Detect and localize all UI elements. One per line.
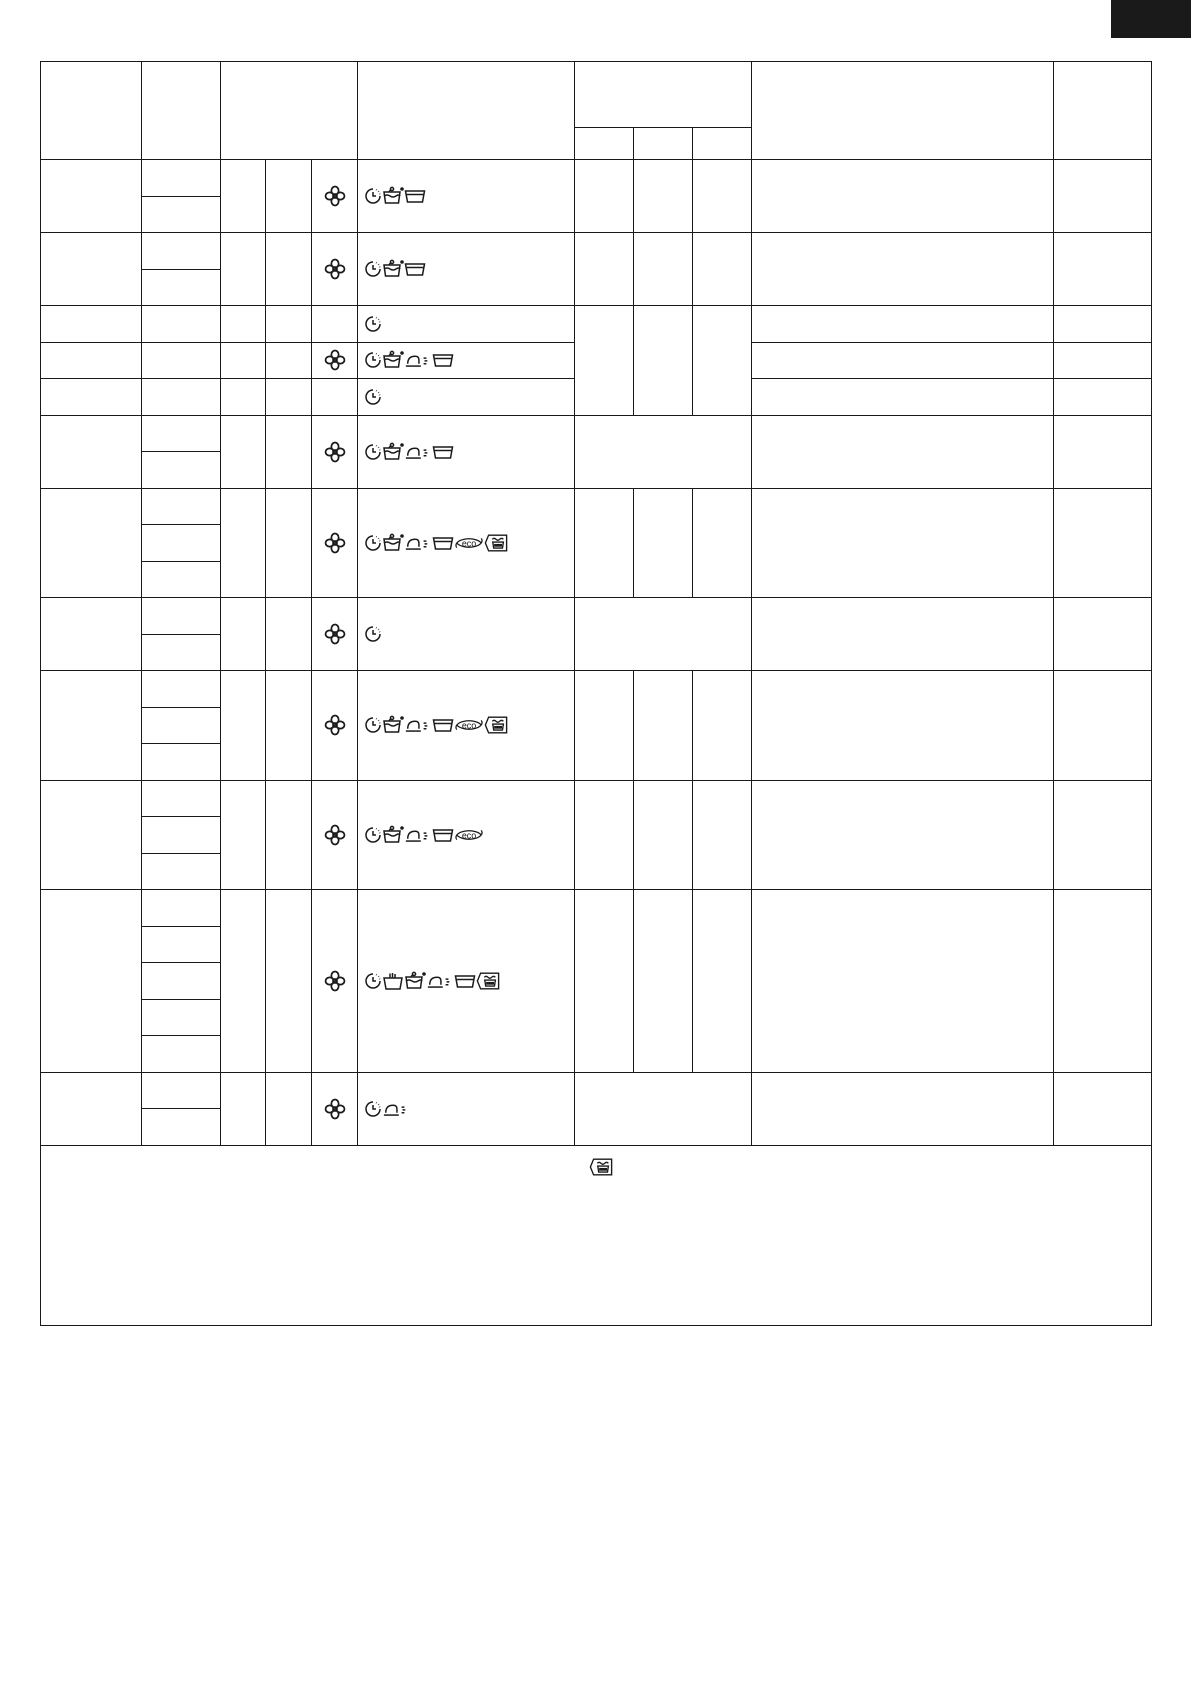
- table-row: [41, 780, 1152, 817]
- table-row: [41, 598, 1152, 635]
- easy-iron-icon: [426, 972, 454, 990]
- options-icons: [358, 415, 575, 488]
- flower-icon: [324, 258, 346, 280]
- options-icons: [358, 306, 575, 343]
- easy-iron-icon: [404, 351, 432, 369]
- table-row: [41, 671, 1152, 708]
- prewash-stain-icon: [382, 533, 404, 553]
- timer-icon: [364, 826, 382, 844]
- easy-iron-icon: [404, 716, 432, 734]
- options-icons: [358, 488, 575, 598]
- eco-icon: [454, 534, 484, 552]
- prewash-stain-icon: [404, 971, 426, 991]
- header-consumption: [575, 62, 752, 128]
- steam-wash-icon: [589, 1156, 613, 1178]
- rinse-plus-icon: [404, 260, 426, 278]
- easy-iron-icon: [404, 443, 432, 461]
- header-sub-3: [693, 128, 752, 160]
- easy-iron-icon: [382, 1100, 410, 1118]
- flower-icon: [324, 349, 346, 371]
- options-icons: [358, 598, 575, 671]
- rinse-plus-icon: [404, 187, 426, 205]
- rinse-plus-icon: [432, 534, 454, 552]
- table-row: [41, 415, 1152, 452]
- options-icons: [358, 1072, 575, 1145]
- easy-iron-icon: [404, 534, 432, 552]
- options-icons: [358, 160, 575, 233]
- timer-icon: [364, 260, 382, 278]
- rinse-plus-icon: [432, 716, 454, 734]
- timer-icon: [364, 1100, 382, 1118]
- rinse-plus-icon: [432, 351, 454, 369]
- header-sub-2: [634, 128, 693, 160]
- eco-icon: [454, 826, 484, 844]
- flower-icon: [324, 824, 346, 846]
- options-icons: [358, 233, 575, 306]
- hand-wash-basin-icon: [382, 971, 404, 991]
- flower-icon: [324, 532, 346, 554]
- prewash-stain-icon: [382, 350, 404, 370]
- flower-icon: [324, 970, 346, 992]
- options-icons: [358, 780, 575, 890]
- rinse-plus-icon: [454, 972, 476, 990]
- table-row: [41, 233, 1152, 270]
- prewash-stain-icon: [382, 186, 404, 206]
- header-sub-1: [575, 128, 634, 160]
- steam-wash-icon: [484, 533, 508, 553]
- prewash-stain-icon: [382, 825, 404, 845]
- flower-icon: [324, 441, 346, 463]
- timer-icon: [364, 388, 382, 406]
- flower-icon: [324, 185, 346, 207]
- timer-icon: [364, 625, 382, 643]
- options-icons: [358, 671, 575, 781]
- timer-icon: [364, 972, 382, 990]
- options-icons: [358, 379, 575, 416]
- timer-icon: [364, 443, 382, 461]
- prewash-stain-icon: [382, 259, 404, 279]
- timer-icon: [364, 187, 382, 205]
- header-temperature: [142, 62, 221, 160]
- prewash-stain-icon: [382, 715, 404, 735]
- timer-icon: [364, 534, 382, 552]
- header-max-load: [221, 62, 358, 160]
- rinse-plus-icon: [432, 826, 454, 844]
- table-row: [41, 890, 1152, 927]
- table-row: [41, 488, 1152, 525]
- timer-icon: [364, 351, 382, 369]
- options-icons: [358, 342, 575, 379]
- flower-icon: [324, 714, 346, 736]
- table-row: [41, 1072, 1152, 1109]
- options-icons: [358, 890, 575, 1073]
- eco-icon: [454, 716, 484, 734]
- timer-icon: [364, 716, 382, 734]
- rinse-plus-icon: [432, 443, 454, 461]
- page-tab-marker: [1111, 0, 1191, 38]
- footnote: [41, 1145, 1152, 1325]
- header-description: [752, 62, 1054, 160]
- timer-icon: [364, 315, 382, 333]
- table-row: [41, 306, 1152, 343]
- header-program: [41, 62, 142, 160]
- header-detergent: [1054, 62, 1152, 160]
- flower-icon: [324, 1098, 346, 1120]
- easy-iron-icon: [404, 826, 432, 844]
- header-options: [358, 62, 575, 160]
- prewash-stain-icon: [382, 442, 404, 462]
- steam-wash-icon: [484, 715, 508, 735]
- table-row: [41, 160, 1152, 197]
- program-table: [40, 61, 1152, 1326]
- steam-wash-icon: [476, 971, 500, 991]
- flower-icon: [324, 623, 346, 645]
